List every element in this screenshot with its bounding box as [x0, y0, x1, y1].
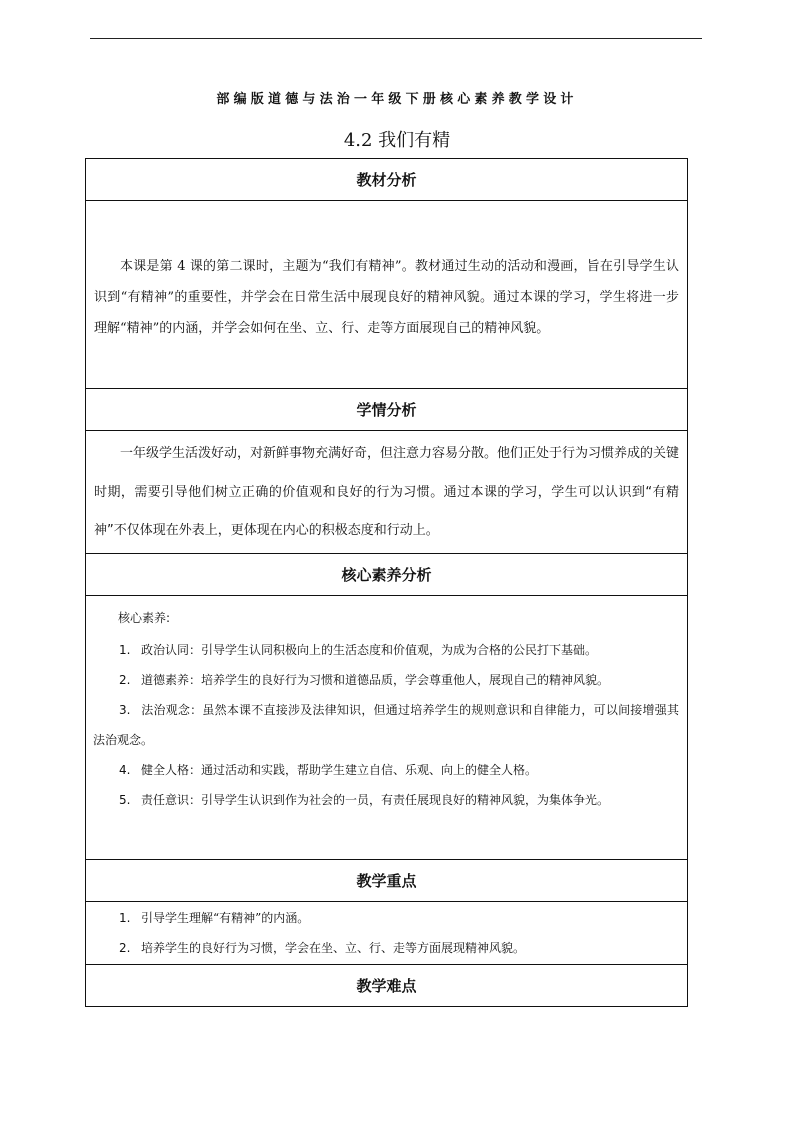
list-text: 政治认同：引导学生认同积极向上的生活态度和价值观，为成为合格的公民打下基础。: [141, 643, 598, 657]
list-number: 2.: [119, 941, 131, 955]
document-title: 部编版道德与法治一年级下册核心素养教学设计: [216, 92, 578, 107]
list-text: 法治观念：虽然本课不直接涉及法律知识，但通过培养学生的规则意识和自律能力，可以间接增强其法治观念。: [93, 703, 679, 747]
list-item: [86, 933, 687, 963]
list-item: [86, 635, 687, 665]
list-item: [86, 903, 687, 933]
literacy-list: [86, 635, 687, 815]
list-item: [86, 695, 687, 755]
materials-heading: 教材分析: [86, 159, 688, 201]
key-points-body: [86, 902, 688, 965]
list-text: 培养学生的良好行为习惯，学会在坐、立、行、走等方面展现精神风貌。: [141, 941, 526, 955]
lesson-design-table: [85, 158, 688, 1007]
list-item: [86, 785, 687, 815]
literacy-heading: 核心素养分析: [86, 554, 688, 596]
list-text: 道德素养：培养学生的良好行为习惯和道德品质，学会尊重他人，展现自己的精神风貌。: [141, 673, 610, 687]
list-item: [86, 755, 687, 785]
materials-text: 本课是第 4 课的第二课时，主题为“我们有精神”。教材通过生动的活动和漫画，旨在引导学生认识到“有精神”的重要性，并学会在日常生活中展现良好的精神风貌。通过本课的学习，学生将进一步理解“精神”的内涵，并学会如何在坐、立、行、走等方面展现自己的精神风貌。: [94, 259, 679, 336]
literacy-heading-row: [86, 554, 688, 596]
list-number: 2.: [119, 673, 131, 687]
lesson-title: 4.2 我们有精: [343, 130, 451, 151]
literacy-body-row: [86, 596, 688, 860]
difficulties-heading: 教学难点: [86, 965, 688, 1007]
list-text: 引导学生理解“有精神”的内涵。: [141, 911, 310, 925]
key-points-heading: 教学重点: [86, 860, 688, 902]
students-heading-row: [86, 389, 688, 431]
students-text: 一年级学生活泼好动，对新鲜事物充满好奇，但注意力容易分散。他们正处于行为习惯养成的关键时期，需要引导他们树立正确的价值观和良好的行为习惯。通过本课的学习，学生可以认识到“有精神”不仅体现在外表上，更体现在内心的积极态度和行动上。: [94, 446, 680, 538]
list-text: 健全人格：通过活动和实践，帮助学生建立自信、乐观、向上的健全人格。: [141, 763, 538, 777]
list-number: 5.: [119, 793, 131, 807]
literacy-body: [86, 596, 688, 860]
list-number: 1.: [119, 911, 131, 925]
list-number: 3.: [119, 703, 131, 717]
difficulties-heading-row: [86, 965, 688, 1007]
key-points-heading-row: [86, 860, 688, 902]
list-text: 责任意识：引导学生认识到作为社会的一员，有责任展现良好的精神风貌，为集体争光。: [141, 793, 610, 807]
materials-body: [86, 201, 688, 389]
list-number: 1.: [119, 643, 131, 657]
key-points-body-row: [86, 902, 688, 965]
students-heading: 学情分析: [86, 389, 688, 431]
key-points-list: [86, 903, 687, 963]
materials-heading-row: [86, 159, 688, 201]
header-rule: [90, 38, 702, 39]
materials-body-row: [86, 201, 688, 389]
students-body-row: [86, 431, 688, 554]
list-number: 4.: [119, 763, 131, 777]
students-body: [86, 431, 688, 554]
literacy-intro: 核心素养:: [118, 611, 171, 625]
list-item: [86, 665, 687, 695]
